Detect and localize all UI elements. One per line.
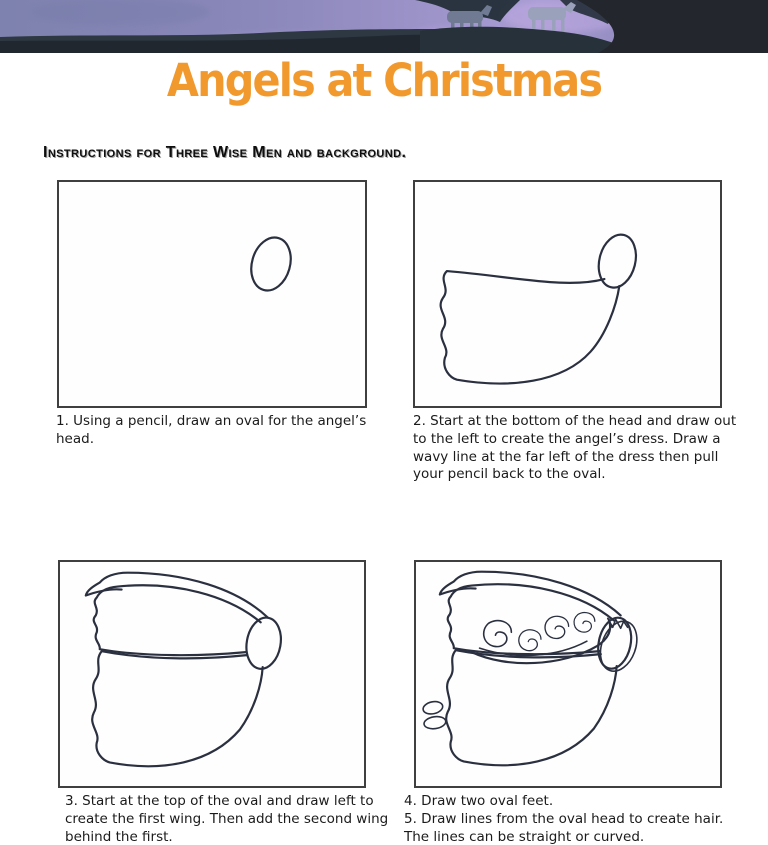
oval-head	[593, 231, 641, 292]
step-2-caption: 2. Start at the bottom of the head and draw out to the left to create the angel’s dress. Draw a wavy line at the far left of the dress then pull your pencil back to the oval.	[413, 413, 737, 483]
step-4-caption	[404, 793, 746, 845]
step-4-drawing	[416, 562, 720, 786]
dress-outline	[92, 651, 262, 766]
oval-feet	[422, 700, 447, 730]
step-3-caption: 3. Start at the top of the oval and draw left to create the first wing. Then add the second wing behind the first.	[65, 793, 389, 845]
step-5-caption-line: 5. Draw lines from the oval head to create hair. The lines can be straight or curved.	[404, 810, 724, 845]
oval-head	[243, 615, 285, 672]
dress-outline	[441, 271, 620, 383]
step-4-caption-line: 4. Draw two oval feet.	[404, 793, 554, 809]
page-title: Angels at Christmas	[166, 54, 602, 107]
second-wing	[440, 572, 621, 616]
step-1-caption: 1. Using a pencil, draw an oval for the angel’s head.	[56, 413, 367, 447]
step-3-drawing	[60, 562, 364, 786]
second-wing	[86, 573, 268, 618]
step-1-panel	[57, 180, 367, 408]
step-1-drawing	[59, 182, 365, 406]
oval-head	[245, 233, 296, 295]
step-2-panel	[413, 180, 722, 408]
step-4-panel	[414, 560, 722, 788]
step-2-drawing	[415, 182, 720, 406]
banner-watercolor-image	[0, 0, 768, 53]
instructions-heading: Instructions for Three Wise Men and background.	[43, 144, 407, 161]
dress-outline	[446, 650, 616, 765]
step-3-panel	[58, 560, 366, 788]
